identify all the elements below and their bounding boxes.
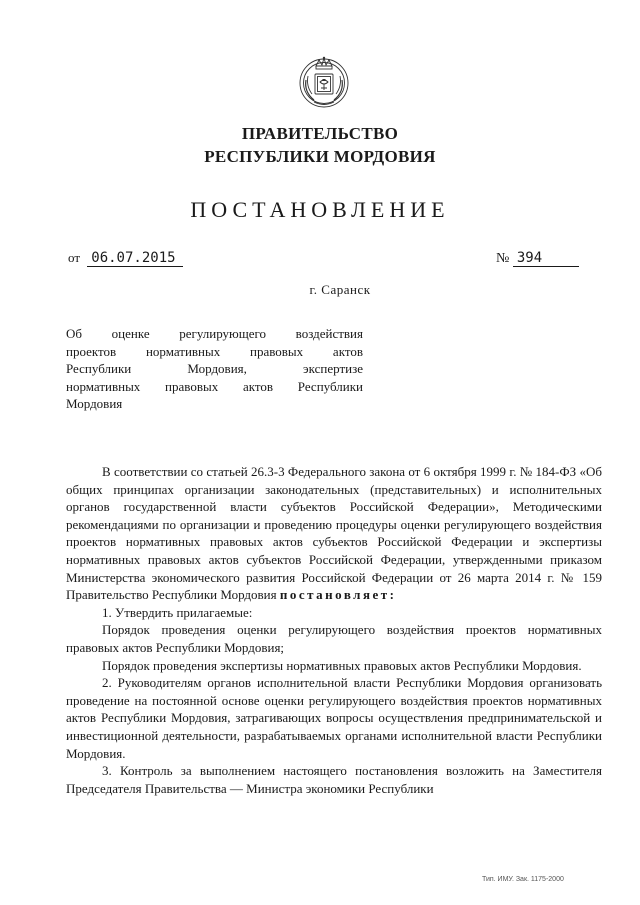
number-prefix: № xyxy=(496,251,510,266)
document-type-title: ПОСТАНОВЛЕНИЕ xyxy=(190,197,450,222)
preamble-paragraph xyxy=(66,463,602,604)
item-1a: Порядок проведения оценки регулирующего воздействия проектов нормативных правовых актов Республики Мордовия; xyxy=(66,622,602,655)
city-label: г. Саранск xyxy=(309,282,371,297)
resolves-word: постановляет: xyxy=(279,587,397,603)
preamble-text: В соответствии со статьей 26.3-3 Федерального закона от 6 октября 1999 г. № 184-ФЗ «Об общих принципах организации законодательных (представительных) и исполнительных органов государственной власти субъектов Российской Федерации», Методическими рекомендациями по организации и проведению процедуры оценки регулирующего воздействия проектов нормативных правовых актов субъектов Российской Федерации и экспертизы нормативных правовых актов субъектов Российской Федерации, утвержденными приказом Министерства экономического развития Российской Федерации от 26 марта 2014 г. № 159 Правительство Республики Мордовия xyxy=(66,464,602,603)
item-2: 2. Руководителям органов исполнительной власти Республики Мордовия организовать проведение на постоянной основе оценки регулирующего воздействия проектов нормативных актов Республики Мордовия, затрагивающих вопросы осуществления предпринимательской и инвестиционной деятельности, разрабатываемых органами исполнительной власти Республики Мордовия. xyxy=(66,675,602,761)
date-prefix: от xyxy=(68,250,81,265)
subject-line: Об оценке регулирующего воздействия xyxy=(66,326,363,341)
item-3: 3. Контроль за выполнением настоящего постановления возложить на Заместителя Председателя Правительства — Министра экономики Республики xyxy=(66,763,602,796)
item-1b: Порядок проведения экспертизы нормативных правовых актов Республики Мордовия. xyxy=(102,657,582,673)
number-value: 394 xyxy=(513,250,579,267)
date-value: 06.07.2015 xyxy=(87,250,183,267)
print-mark: Тип. ИМУ. Зак. 1175-2000 xyxy=(482,876,564,883)
coat-of-arms-emblem xyxy=(296,52,352,110)
document-body xyxy=(66,463,602,797)
organization-name-line1: ПРАВИТЕЛЬСТВО xyxy=(241,124,399,143)
organization-name-line2: РЕСПУБЛИКИ МОРДОВИЯ xyxy=(204,147,436,166)
subject-line: проектов нормативных правовых актов xyxy=(66,343,363,359)
number-field xyxy=(496,250,579,267)
subject-line: Республики Мордовия, экспертизе xyxy=(66,361,363,376)
date-field xyxy=(68,250,183,267)
document-subject xyxy=(66,325,363,413)
subject-line: нормативных правовых актов Республики xyxy=(66,378,363,394)
subject-line: Мордовия xyxy=(66,396,123,411)
item-1: 1. Утвердить прилагаемые: xyxy=(102,604,253,620)
